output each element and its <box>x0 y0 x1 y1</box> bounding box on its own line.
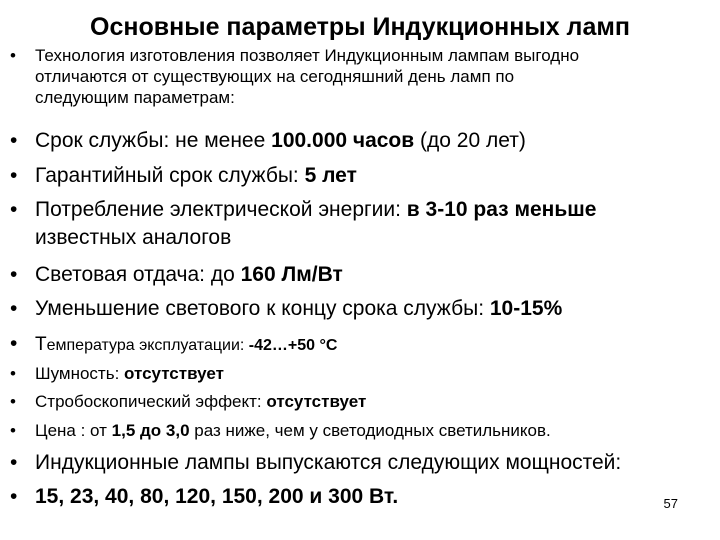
intro-line-1: Технология изготовления позволяет Индукционным лампам выгодно <box>35 46 580 65</box>
bullet-icon: • <box>10 164 18 187</box>
warranty-label: Гарантийный срок службы: <box>35 164 305 187</box>
decrease-label: Уменьшение светового к концу срока службы: <box>35 297 490 320</box>
lifetime-label: Срок службы: не менее <box>35 129 272 152</box>
intro-line-3: следующим параметрам: <box>35 88 235 107</box>
temperature-value: -42…+50 °С <box>248 337 338 354</box>
lifetime-value: 100.000 часов <box>271 129 415 152</box>
bullet-icon: • <box>10 129 18 152</box>
decrease-value: 10-15% <box>489 297 563 320</box>
noise-label: Шумность: <box>35 364 125 383</box>
stroboscopic-label: Стробоскопический эффект: <box>35 392 267 411</box>
bullet-icon: • <box>10 332 18 355</box>
stroboscopic-value: отсутствует <box>266 392 367 411</box>
warranty-value: 5 лет <box>304 164 357 187</box>
powers-list-text: 15, 23, 40, 80, 120, 150, 200 и 300 Вт. <box>35 485 399 508</box>
page-number: 57 <box>663 496 678 511</box>
bullet-icon: • <box>10 46 16 65</box>
temperature-first-letter: Т <box>35 334 47 355</box>
temperature-label: емпература эксплуатации: <box>46 337 249 354</box>
bullet-icon: • <box>10 485 18 508</box>
bullet-icon: • <box>10 392 16 411</box>
efficacy-value: 160 Лм/Вт <box>240 263 343 286</box>
bullet-icon: • <box>10 263 18 286</box>
price-value: 1,5 до 3,0 <box>111 421 190 440</box>
intro-line-2: отличаются от существующих на сегодняшний день ламп по <box>35 67 515 86</box>
bullet-icon: • <box>10 198 18 221</box>
page-title: Основные параметры Индукционных ламп <box>90 13 630 41</box>
bullet-icon: • <box>10 451 18 474</box>
consumption-line-2: известных аналогов <box>35 226 232 249</box>
lifetime-suffix: (до 20 лет) <box>414 129 526 152</box>
price-suffix: раз ниже, чем у светодиодных светильников. <box>189 421 551 440</box>
bullet-icon: • <box>10 364 16 383</box>
noise-value: отсутствует <box>124 364 224 383</box>
bullet-icon: • <box>10 297 18 320</box>
powers-intro-text: Индукционные лампы выпускаются следующих мощностей: <box>35 451 622 474</box>
price-label: Цена : от <box>35 421 112 440</box>
consumption-value: в 3-10 раз меньше <box>406 198 597 221</box>
efficacy-label: Световая отдача: до <box>35 263 241 286</box>
bullet-icon: • <box>10 421 16 440</box>
consumption-label: Потребление электрической энергии: <box>35 198 407 221</box>
